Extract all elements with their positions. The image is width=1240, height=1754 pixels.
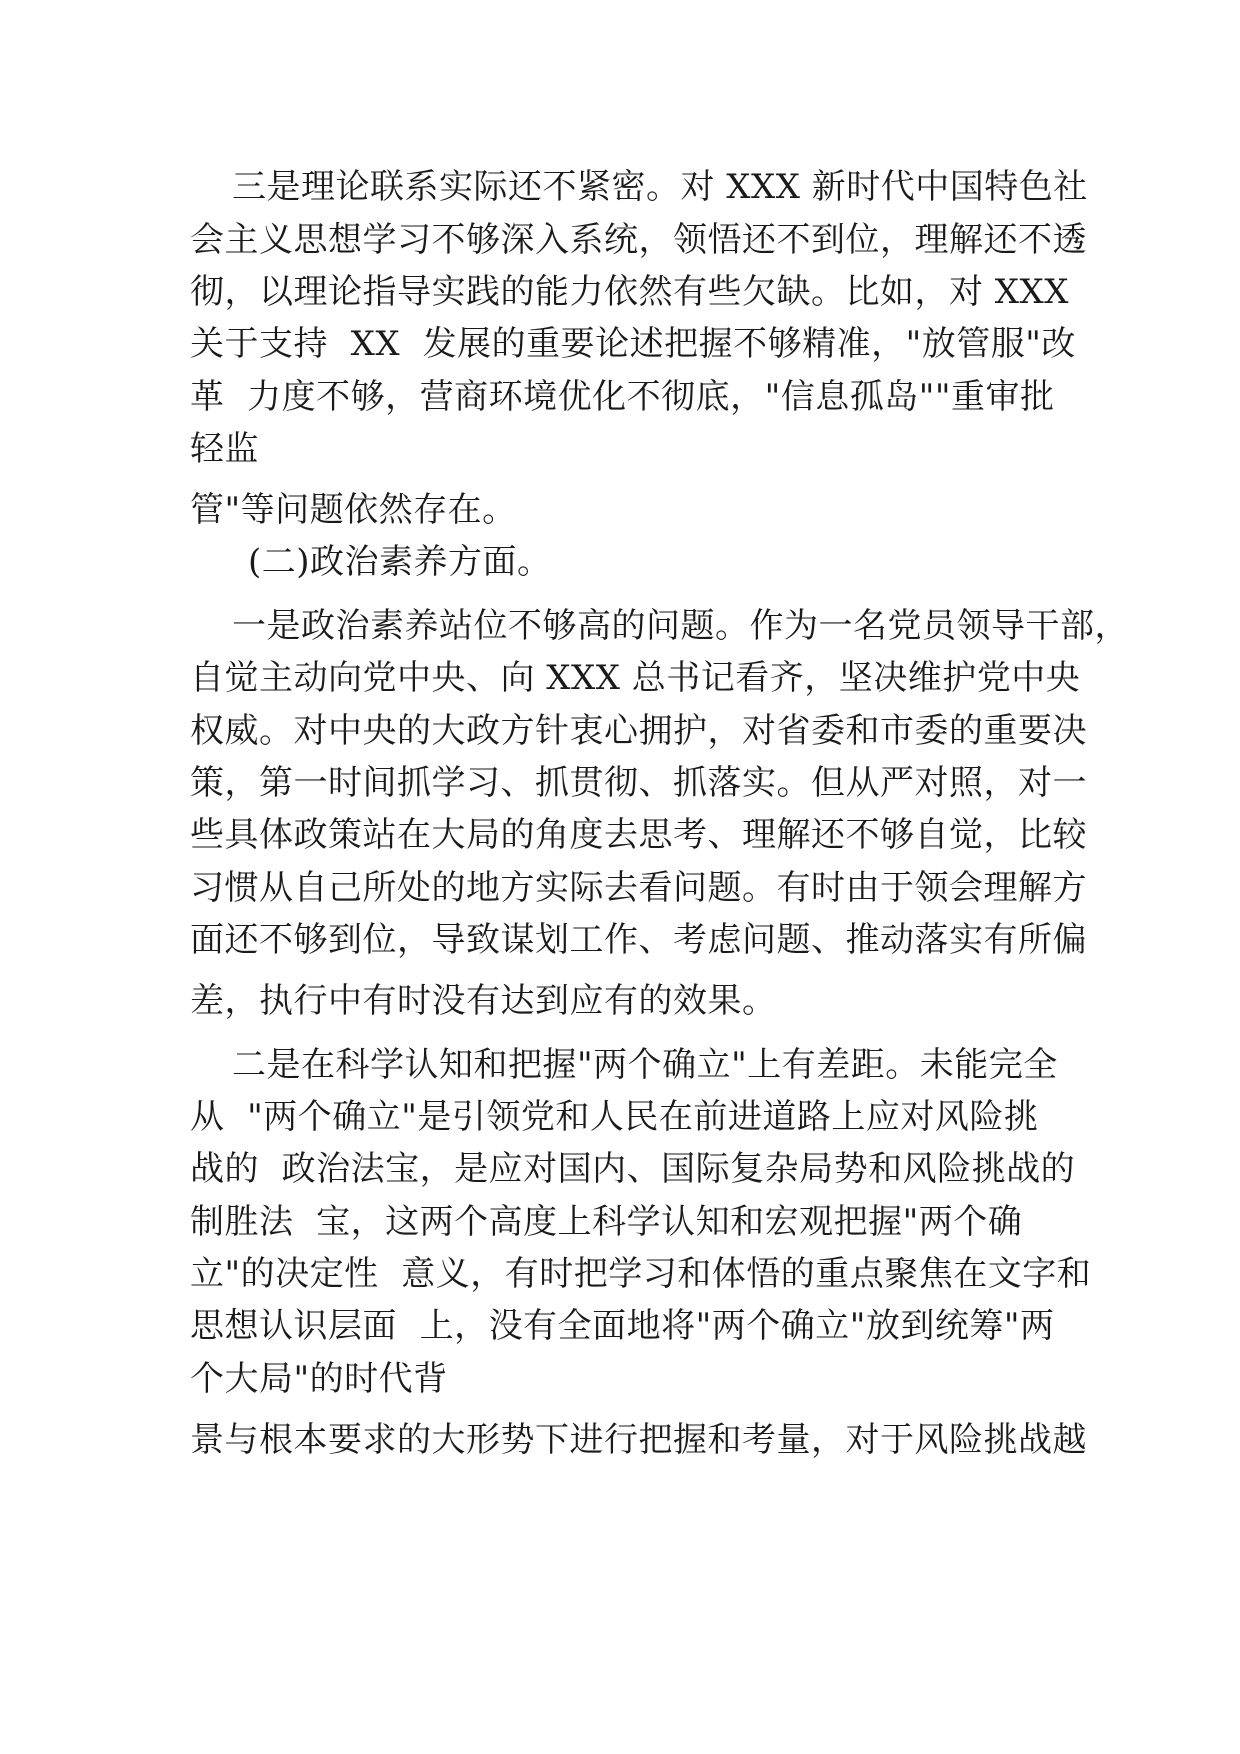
paragraph-line: 战的 政治法宝，是应对国内、国际复杂局势和风险挑战的 xyxy=(190,1149,1076,1189)
paragraph-line: 自觉主动向党中央、向 XXX 总书记看齐，坚决维护党中央 xyxy=(190,658,1081,698)
paragraph-line: 管"等问题依然存在。 xyxy=(190,490,517,530)
paragraph-line: 从 "两个确立"是引领党和人民在前进道路上应对风险挑 xyxy=(190,1097,1039,1137)
paragraph-line: 革 力度不够，营商环境优化不彻底，"信息孤岛""重审批 xyxy=(190,377,1055,417)
paragraph-line: 关于支持 XX 发展的重要论述把握不够精准，"放管服"改 xyxy=(190,324,1076,364)
paragraph-line: 习惯从自己所处的地方实际去看问题。有时由于领会理解方 xyxy=(190,868,1087,908)
paragraph-line: 权威。对中央的大政方针衷心拥护，对省委和市委的重要决 xyxy=(190,711,1087,751)
paragraph-line: 差，执行中有时没有达到应有的效果。 xyxy=(190,981,777,1021)
paragraph-line: 二是在科学认知和把握"两个确立"上有差距。未能完全 xyxy=(232,1045,1058,1085)
paragraph-line: 三是理论联系实际还不紧密。对 XXX 新时代中国特色社 xyxy=(232,167,1088,207)
paragraph-line: 策，第一时间抓学习、抓贯彻、抓落实。但从严对照，对一 xyxy=(190,763,1087,803)
paragraph-line: 面还不够到位，导致谋划工作、考虑问题、推动落实有所偏 xyxy=(190,920,1087,960)
paragraph-line: 些具体政策站在大局的角度去思考、理解还不够自觉，比较 xyxy=(190,815,1087,855)
paragraph-line: 个大局"的时代背 xyxy=(190,1359,448,1399)
paragraph-line: 制胜法 宝，这两个高度上科学认知和宏观把握"两个确 xyxy=(190,1202,1023,1242)
paragraph-line: 思想认识层面 上，没有全面地将"两个确立"放到统筹"两 xyxy=(190,1306,1055,1346)
paragraph-line: 一是政治素养站位不够高的问题。作为一名党员领导干部， xyxy=(232,606,1129,646)
paragraph-line: 会主义思想学习不够深入系统，领悟还不到位，理解还不透 xyxy=(190,220,1087,260)
section-heading: (二)政治素养方面。 xyxy=(248,542,552,582)
paragraph-line: 立"的决定性 意义，有时把学习和体悟的重点聚焦在文字和 xyxy=(190,1254,1092,1294)
paragraph-line: 轻监 xyxy=(190,429,259,469)
paragraph-line: 景与根本要求的大形势下进行把握和考量，对于风险挑战越 xyxy=(190,1420,1087,1460)
paragraph-line: 彻，以理论指导实践的能力依然有些欠缺。比如，对 XXX xyxy=(190,272,1069,312)
